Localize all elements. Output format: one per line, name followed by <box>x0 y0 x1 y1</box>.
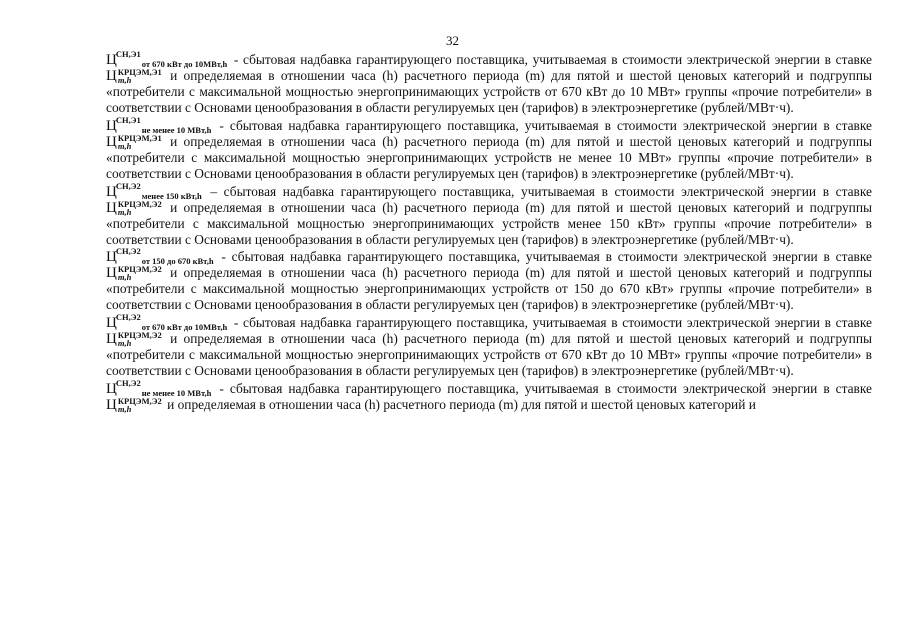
paragraph-text: и определяемая в отношении часа (h) расчетного периода (m) для пятой и шестой ценовых категорий и подгруппы «потребители с максимальной мощностью энергопринимающих устройств менее 150 кВт» группы «прочие потребители» в соответствии с Основами ценообразования в области регулируемых цен (тарифов) в электроэнергетике (рублей/МВт·ч). <box>106 199 872 247</box>
paragraph-text: - сбытовая надбавка гарантирующего поставщика, учитываемая в стоимости электрической энергии в ставке <box>229 315 872 331</box>
tariff-symbol: $Ц^{СН,Э2}_{от 150 до 670 кВт,h}$ <box>106 246 214 267</box>
paragraph-text: - сбытовая надбавка гарантирующего поставщика, учитываемая в стоимости электрической энергии в ставке <box>215 249 872 265</box>
rate-symbol: Ц КРЦЭМ,Э1 m,h <box>106 132 162 151</box>
paragraph-4 <box>62 246 872 313</box>
paragraph-text: и определяемая в отношении часа (h) расчетного периода (m) для пятой и шестой ценовых категорий и <box>163 397 756 413</box>
paragraph-text: и определяемая в отношении часа (h) расчетного периода (m) для пятой и шестой ценовых категорий и подгруппы «потребители с максимальной мощностью энергопринимающих устройств от 150 до 670 кВт» группы «прочие потребители» в соответствии с Основами ценообразования в области регулируемых цен (тарифов) в электроэнергетике (рублей/МВт·ч). <box>106 265 872 313</box>
paragraph-text: - сбытовая надбавка гарантирующего поставщика, учитываемая в стоимости электрической энергии в ставке <box>213 117 872 133</box>
tariff-symbol: $Ц^{СН,Э1}_{от 670 кВт до 10МВт,h}$ <box>106 49 228 69</box>
tariff-symbol: $Ц^{СН,Э2}_{от 670 кВт до 10МВт,h}$ <box>106 312 228 333</box>
paragraph-text: и определяемая в отношении часа (h) расчетного периода (m) для пятой и шестой ценовых категорий и подгруппы «потребители с максимальной мощностью энергопринимающих устройств от 670 кВт до 10 МВт» группы «прочие потребители» в соответствии с Основами ценообразования в области регулируемых цен (тарифов) в электроэнергетике (рублей/МВт·ч). <box>106 68 872 115</box>
paragraph-2 <box>62 114 872 182</box>
tariff-symbol: $Ц^{СН,Э2}_{не менее 10 МВт,h}$ <box>106 378 212 399</box>
paragraph-5 <box>62 312 872 379</box>
paragraph-text: - сбытовая надбавка гарантирующего поставщика, учитываемая в стоимости электрической энергии в ставке <box>213 381 872 397</box>
tariff-symbol: $Ц^{СН,Э2}_{менее 150 кВт,h}$ <box>106 180 202 201</box>
paragraph-text: и определяемая в отношении часа (h) расчетного периода (m) для пятой и шестой ценовых категорий и подгруппы «потребители с максимальной мощностью энергопринимающих устройств от 670 кВт до 10 МВт» группы «прочие потребители» в соответствии с Основами ценообразования в области регулируемых цен (тарифов) в электроэнергетике (рублей/МВт·ч). <box>106 331 872 379</box>
tariff-symbol: $Ц^{СН,Э1}_{не менее 10 МВт,h}$ <box>106 114 212 135</box>
rate-symbol: Ц КРЦЭМ,Э2 m,h <box>106 198 162 217</box>
paragraph-text: и определяемая в отношении часа (h) расчетного периода (m) для пятой и шестой ценовых категорий и подгруппы «потребители с максимальной мощностью энергопринимающих устройств не менее 10 МВт» группы «прочие потребители» в соответствии с Основами ценообразования в области регулируемых цен (тарифов) в электроэнергетике (рублей/МВт·ч). <box>106 133 872 181</box>
paragraph-6 <box>62 378 872 415</box>
rate-symbol: Ц КРЦЭМ,Э1 m,h <box>106 67 162 85</box>
rate-symbol: Ц КРЦЭМ,Э2 m,h <box>106 264 162 283</box>
paragraph-1 <box>62 49 872 116</box>
paragraph-3 <box>62 180 872 248</box>
page-number: 32 <box>446 33 459 48</box>
rate-symbol: Ц КРЦЭМ,Э2 m,h <box>106 330 162 349</box>
rate-symbol: Ц КРЦЭМ,Э2 m,h <box>106 396 162 415</box>
paragraph-text: – сбытовая надбавка гарантирующего поставщика, учитываемая в стоимости электрической энергии в ставке <box>203 183 872 199</box>
paragraph-text: - сбытовая надбавка гарантирующего поставщика, учитываемая в стоимости электрической энергии в ставке <box>229 52 872 67</box>
document-body <box>62 49 872 415</box>
